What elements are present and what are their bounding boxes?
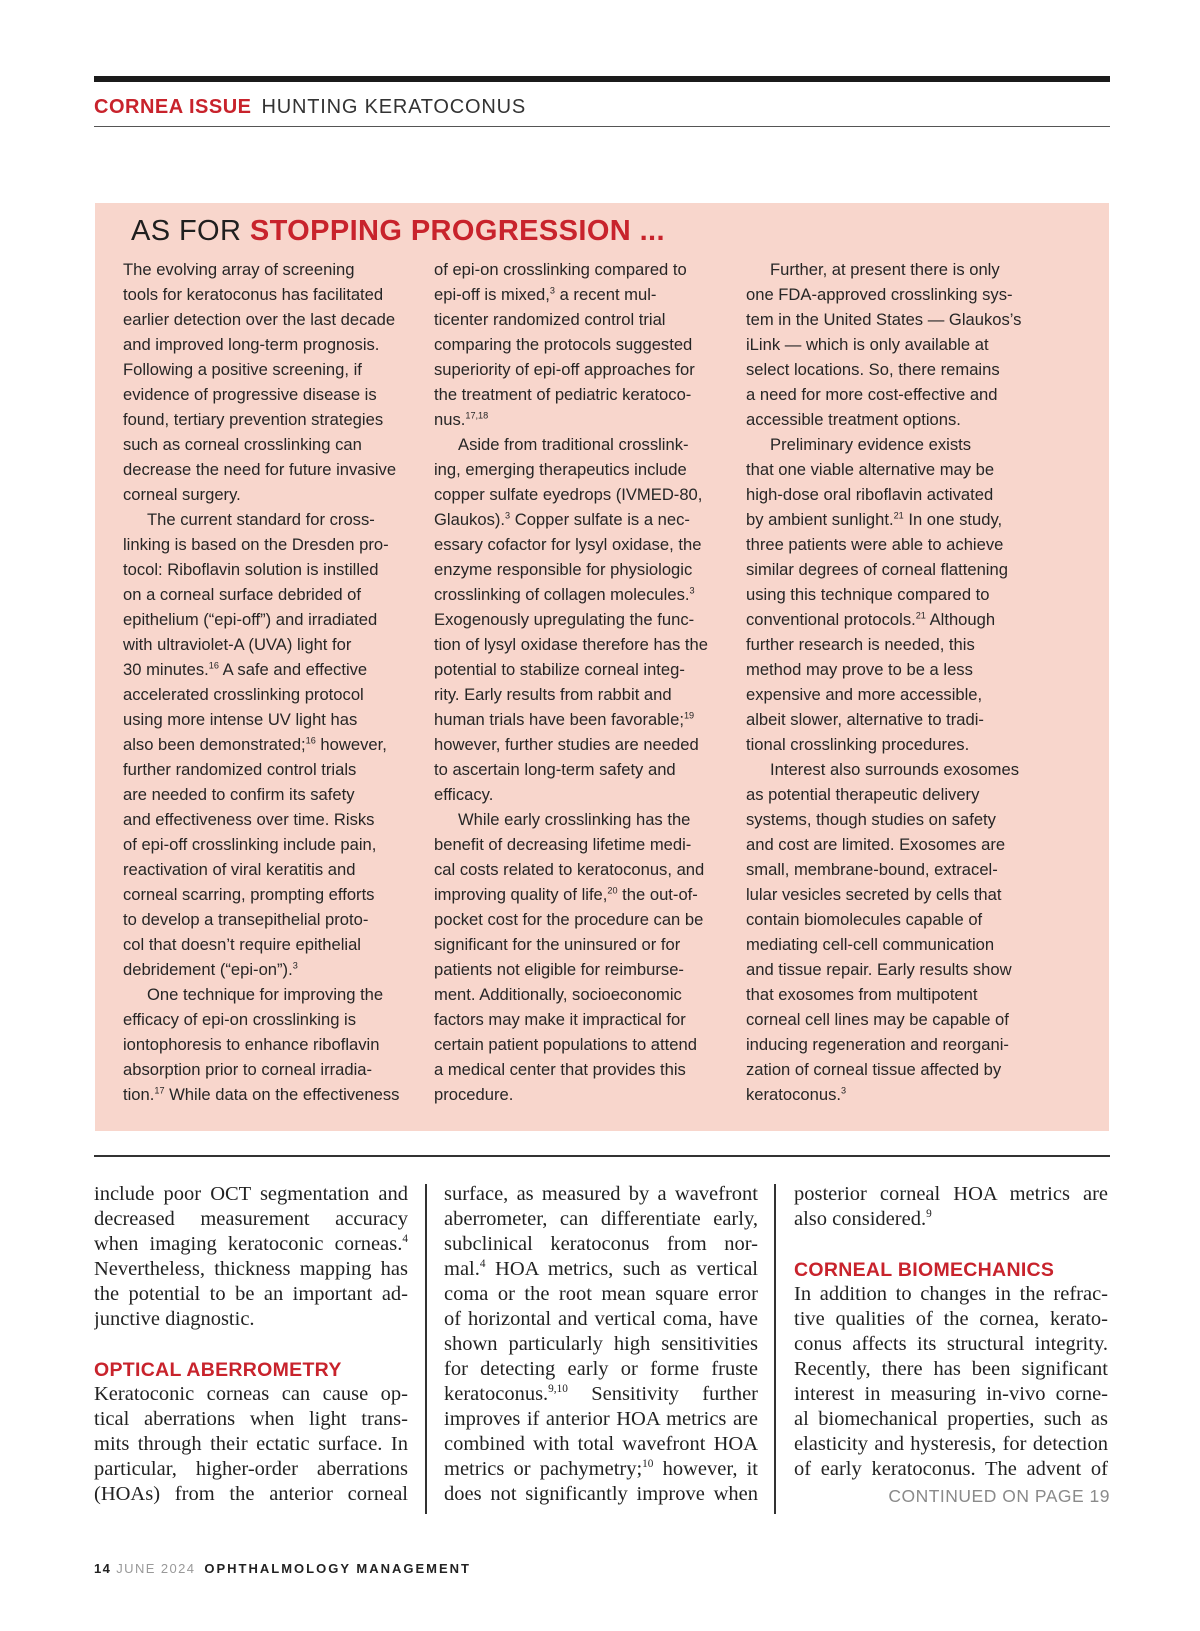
sidebar-text-line: iontophoresis to enhance riboflavin xyxy=(123,1035,380,1054)
sidebar-text-line: that one viable alternative may be xyxy=(746,460,995,479)
citation-superscript: 3 xyxy=(549,285,555,296)
body-text-line: junctive diagnostic. xyxy=(94,1308,255,1330)
sidebar-text-line: systems, though studies on safety xyxy=(746,810,996,829)
sidebar-text-line: inducing regeneration and reorgani- xyxy=(746,1035,1009,1054)
citation-superscript: 20 xyxy=(607,885,618,896)
body-text-line: keratoconus.$^{9,10}$ Sensitivity further xyxy=(444,1383,758,1405)
sidebar-text-line: potential to stabilize corneal integ- xyxy=(434,660,685,679)
subsection-heading: OPTICAL ABERROMETRY xyxy=(94,1359,342,1381)
sidebar-text-line: Further, at present there is only xyxy=(770,260,1000,279)
body-text-line: tical aberrations when light trans- xyxy=(94,1408,408,1430)
section-header xyxy=(94,93,1110,127)
citation-superscript: 3 xyxy=(292,960,298,971)
citation-superscript: 3 xyxy=(689,585,695,596)
citation-superscript: 9,10 xyxy=(548,1383,568,1396)
subsection-heading: CORNEAL BIOMECHANICS xyxy=(794,1259,1055,1281)
body-text-line: Keratoconic corneas can cause op- xyxy=(94,1383,408,1405)
sidebar-text-line: nus.$^{17,18}$ xyxy=(434,410,489,429)
body-text-line: particular, higher-order aberrations xyxy=(94,1458,408,1480)
body-text-line: surface, as measured by a wavefront xyxy=(444,1183,758,1205)
sidebar-text-line: debridement (“epi-on”).$^3$ xyxy=(123,960,298,979)
body-text-line: conus affects its structural integrity. xyxy=(794,1333,1108,1355)
sidebar-text-line: linking is based on the Dresden pro- xyxy=(123,535,389,554)
continued-notice: CONTINUED ON PAGE 19 xyxy=(888,1486,1110,1506)
sidebar-text-line: Aside from traditional crosslink- xyxy=(458,435,689,454)
sidebar-text-line: enzyme responsible for physiologic xyxy=(434,560,693,579)
sidebar-text-line: absorption prior to corneal irradia- xyxy=(123,1060,373,1079)
sidebar-text-line: One technique for improving the xyxy=(147,985,384,1004)
citation-superscript: 21 xyxy=(893,510,904,521)
body-text-line: for detecting early or forme fruste xyxy=(444,1358,758,1380)
body-text-line: include poor OCT segmentation and xyxy=(94,1183,408,1205)
body-text-line: In addition to changes in the refrac- xyxy=(794,1283,1108,1305)
sidebar-text-line: one FDA-approved crosslinking sys- xyxy=(746,285,1013,304)
sidebar-text-line: significant for the uninsured or for xyxy=(434,935,681,954)
sidebar-text-line: The current standard for cross- xyxy=(147,510,375,529)
sidebar-column-2 xyxy=(434,257,744,1107)
citation-superscript: 17,18 xyxy=(465,410,489,421)
sidebar-text-line: epi-off is mixed,$^3$ a recent mul- xyxy=(434,285,657,304)
sidebar-text-line: tion of lysyl oxidase therefore has the xyxy=(434,635,708,654)
body-text-line: the potential to be an important ad- xyxy=(94,1283,408,1305)
sidebar-text-line: mediating cell-cell communication xyxy=(746,935,995,954)
sidebar-text-line: expensive and more accessible, xyxy=(746,685,983,704)
sidebar-text-line: that exosomes from multipotent xyxy=(746,985,978,1004)
body-column-3 xyxy=(794,1182,1108,1482)
page-footer xyxy=(94,1561,471,1576)
citation-superscript: 4 xyxy=(402,1233,408,1246)
column-rule xyxy=(774,1184,776,1514)
sidebar-text-line: rity. Early results from rabbit and xyxy=(434,685,672,704)
sidebar-text-line: however, further studies are needed xyxy=(434,735,699,754)
sidebar-text-line: 30 minutes.$^{16}$ A safe and effective xyxy=(123,660,368,679)
sidebar-text-line: ticenter randomized control trial xyxy=(434,310,666,329)
body-text-line: of early keratoconus. The advent of xyxy=(794,1458,1108,1480)
body-text-line: interest in measuring in-vivo corne- xyxy=(794,1383,1108,1405)
body-text-line: decreased measurement accuracy xyxy=(94,1208,408,1230)
body-text-line: of horizontal and vertical coma, have xyxy=(444,1308,758,1330)
sidebar-text-line: and effectiveness over time. Risks xyxy=(123,810,375,829)
sidebar-text-line: with ultraviolet-A (UVA) light for xyxy=(123,635,352,654)
sidebar-text-line: small, membrane-bound, extracel- xyxy=(746,860,998,879)
sidebar-text-line: accessible treatment options. xyxy=(746,410,961,429)
sidebar-text-line: to develop a transepithelial proto- xyxy=(123,910,369,929)
sidebar-text-line: similar degrees of corneal flattening xyxy=(746,560,1008,579)
sidebar-text-line: on a corneal surface debrided of xyxy=(123,585,362,604)
sidebar-text-line: are needed to confirm its safety xyxy=(123,785,355,804)
sidebar-text-line: three patients were able to achieve xyxy=(746,535,1004,554)
sidebar-text-line: using this technique compared to xyxy=(746,585,990,604)
sidebar-text-line: Following a positive screening, if xyxy=(123,360,362,379)
citation-superscript: 19 xyxy=(683,710,695,721)
sidebar-text-line: benefit of decreasing lifetime medi- xyxy=(434,835,692,854)
body-text-line: mits through their ectatic surface. In xyxy=(94,1433,408,1455)
citation-superscript: 16 xyxy=(208,660,219,671)
sidebar-text-line: accelerated crosslinking protocol xyxy=(123,685,364,704)
citation-superscript: 4 xyxy=(479,1258,486,1271)
section-kicker: CORNEA ISSUE xyxy=(94,96,252,118)
body-text-line: does not significantly improve when xyxy=(444,1483,758,1505)
citation-superscript: 17 xyxy=(154,1085,165,1096)
sidebar-text-line: a need for more cost-effective and xyxy=(746,385,998,404)
sidebar-title-highlight: STOPPING PROGRESSION ... xyxy=(249,215,665,247)
body-text-line: combined with total wavefront HOA xyxy=(444,1433,758,1455)
sidebar-text-line: comparing the protocols suggested xyxy=(434,335,693,354)
sidebar-text-line: further research is needed, this xyxy=(746,635,975,654)
sidebar-text-line: Preliminary evidence exists xyxy=(770,435,972,454)
sidebar-text-line: a medical center that provides this xyxy=(434,1060,686,1079)
sidebar-text-line: as potential therapeutic delivery xyxy=(746,785,980,804)
body-text-line: metrics or pachymetry;$^{10}$ however, it xyxy=(444,1458,758,1480)
sidebar-text-line: The evolving array of screening xyxy=(123,260,355,279)
body-text-line: also considered.$^9$ xyxy=(794,1208,932,1230)
sidebar-text-line: high-dose oral riboflavin activated xyxy=(746,485,994,504)
sidebar-text-line: and tissue repair. Early results show xyxy=(746,960,1012,979)
sidebar-text-line: While early crosslinking has the xyxy=(458,810,691,829)
column-rule xyxy=(425,1184,427,1514)
sidebar-text-line: using more intense UV light has xyxy=(123,710,358,729)
sidebar-text-line: pocket cost for the procedure can be xyxy=(434,910,704,929)
sidebar-text-line: copper sulfate eyedrops (IVMED-80, xyxy=(434,485,703,504)
issue-date: JUNE 2024 xyxy=(116,1561,196,1576)
sidebar-text-line: found, tertiary prevention strategies xyxy=(123,410,384,429)
sidebar-text-line: certain patient populations to attend xyxy=(434,1035,697,1054)
citation-superscript: 16 xyxy=(305,735,316,746)
sidebar-text-line: superiority of epi-off approaches for xyxy=(434,360,695,379)
page-number: 14 xyxy=(94,1561,112,1576)
body-text-line: elasticity and hysteresis, for detection xyxy=(794,1433,1108,1455)
sidebar-text-line: by ambient sunlight.$^{21}$ In one study, xyxy=(746,510,1003,529)
body-text-line: subclinical keratoconus from nor- xyxy=(444,1233,758,1255)
body-text-line: al biomechanical properties, such as xyxy=(794,1408,1108,1430)
citation-superscript: 3 xyxy=(841,1085,847,1096)
sidebar-text-line: of epi-off crosslinking include pain, xyxy=(123,835,377,854)
sidebar-title: AS FOR STOPPING PROGRESSION ... xyxy=(131,215,665,247)
body-text-line: mal.$^4$ HOA metrics, such as vertical xyxy=(444,1258,758,1280)
paragraph-gap xyxy=(94,1332,408,1357)
sidebar-text-line: Glaukos).$^3$ Copper sulfate is a nec- xyxy=(434,510,690,529)
sidebar-text-line: evidence of progressive disease is xyxy=(123,385,377,404)
sidebar-column-3 xyxy=(746,257,1056,1107)
sidebar-text-line: decrease the need for future invasive xyxy=(123,460,397,479)
sidebar-text-line: keratoconus.$^3$ xyxy=(746,1085,847,1104)
sidebar-text-line: corneal scarring, prompting efforts xyxy=(123,885,375,904)
section-divider xyxy=(94,1155,1110,1157)
sidebar-text-line: human trials have been favorable;$^{19}$ xyxy=(434,710,695,729)
publication-name: OPHTHALMOLOGY MANAGEMENT xyxy=(204,1561,471,1576)
body-text-line: Recently, there has been significant xyxy=(794,1358,1108,1380)
sidebar-text-line: procedure. xyxy=(434,1085,514,1104)
citation-superscript: 21 xyxy=(915,610,926,621)
top-rule xyxy=(94,76,1110,82)
body-text-line: aberrometer, can differentiate early, xyxy=(444,1208,758,1230)
body-column-2 xyxy=(444,1182,758,1507)
body-text-line: tive qualities of the cornea, kerato- xyxy=(794,1308,1108,1330)
sidebar-text-line: to ascertain long-term safety and xyxy=(434,760,676,779)
sidebar-text-line: col that doesn’t require epithelial xyxy=(123,935,361,954)
sidebar-text-line: tocol: Riboflavin solution is instilled xyxy=(123,560,379,579)
sidebar-text-line: corneal cell lines may be capable of xyxy=(746,1010,1009,1029)
sidebar-text-line: ing, emerging therapeutics include xyxy=(434,460,687,479)
sidebar-text-line: improving quality of life,$^{20}$ the out-of- xyxy=(434,885,698,904)
sidebar-text-line: tem in the United States — Glaukos’s xyxy=(746,310,1022,329)
body-text-line: coma or the root mean square error xyxy=(444,1283,758,1305)
sidebar-text-line: corneal surgery. xyxy=(123,485,241,504)
sidebar-text-line: the treatment of pediatric keratoco- xyxy=(434,385,692,404)
body-text-line: improves if anterior HOA metrics are xyxy=(444,1408,758,1430)
body-text-line: Nevertheless, thickness mapping has xyxy=(94,1258,408,1280)
sidebar-text-line: and improved long-term prognosis. xyxy=(123,335,380,354)
sidebar-text-line: tools for keratoconus has facilitated xyxy=(123,285,384,304)
sidebar-text-line: essary cofactor for lysyl oxidase, the xyxy=(434,535,702,554)
sidebar-text-line: epithelium (“epi-off”) and irradiated xyxy=(123,610,378,629)
sidebar-text-line: efficacy. xyxy=(434,785,494,804)
paragraph-gap xyxy=(794,1232,1108,1257)
sidebar-text-line: efficacy of epi-on crosslinking is xyxy=(123,1010,357,1029)
body-column-1 xyxy=(94,1182,408,1507)
sidebar-text-line: iLink — which is only available at xyxy=(746,335,989,354)
sidebar-text-line: cal costs related to keratoconus, and xyxy=(434,860,705,879)
sidebar-text-line: patients not eligible for reimburse- xyxy=(434,960,684,979)
sidebar-text-line: also been demonstrated;$^{16}$ however, xyxy=(123,735,387,754)
sidebar-text-line: zation of corneal tissue affected by xyxy=(746,1060,1002,1079)
sidebar-text-line: method may prove to be a less xyxy=(746,660,973,679)
section-topic: HUNTING KERATOCONUS xyxy=(261,96,526,118)
sidebar-box xyxy=(95,203,1109,1131)
citation-superscript: 9 xyxy=(926,1208,932,1221)
sidebar-column-1 xyxy=(123,257,433,1107)
sidebar-text-line: of epi-on crosslinking compared to xyxy=(434,260,687,279)
sidebar-text-line: contain biomolecules capable of xyxy=(746,910,983,929)
citation-superscript: 3 xyxy=(505,510,511,521)
sidebar-text-line: earlier detection over the last decade xyxy=(123,310,396,329)
sidebar-text-line: ment. Additionally, socioeconomic xyxy=(434,985,682,1004)
sidebar-text-line: tion.$^{17}$ While data on the effectiveness xyxy=(123,1085,400,1104)
sidebar-text-line: factors may make it impractical for xyxy=(434,1010,686,1029)
sidebar-text-line: conventional protocols.$^{21}$ Although xyxy=(746,610,996,629)
sidebar-text-line: reactivation of viral keratitis and xyxy=(123,860,356,879)
sidebar-text-line: and cost are limited. Exosomes are xyxy=(746,835,1006,854)
sidebar-text-line: tional crosslinking procedures. xyxy=(746,735,970,754)
body-text-line: (HOAs) from the anterior corneal xyxy=(94,1483,408,1505)
sidebar-text-line: Exogenously upregulating the func- xyxy=(434,610,695,629)
sidebar-text-line: further randomized control trials xyxy=(123,760,357,779)
sidebar-text-line: select locations. So, there remains xyxy=(746,360,1000,379)
sidebar-text-line: albeit slower, alternative to tradi- xyxy=(746,710,984,729)
sidebar-text-line: lular vesicles secreted by cells that xyxy=(746,885,1002,904)
sidebar-text-line: such as corneal crosslinking can xyxy=(123,435,362,454)
sidebar-text-line: crosslinking of collagen molecules.$^3$ xyxy=(434,585,695,604)
body-text-line: shown particularly high sensitivities xyxy=(444,1333,758,1355)
body-text-line: when imaging keratoconic corneas.$^4$ xyxy=(94,1233,408,1255)
sidebar-text-line: Interest also surrounds exosomes xyxy=(770,760,1020,779)
body-text-line: posterior corneal HOA metrics are xyxy=(794,1183,1108,1205)
citation-superscript: 10 xyxy=(642,1458,654,1471)
